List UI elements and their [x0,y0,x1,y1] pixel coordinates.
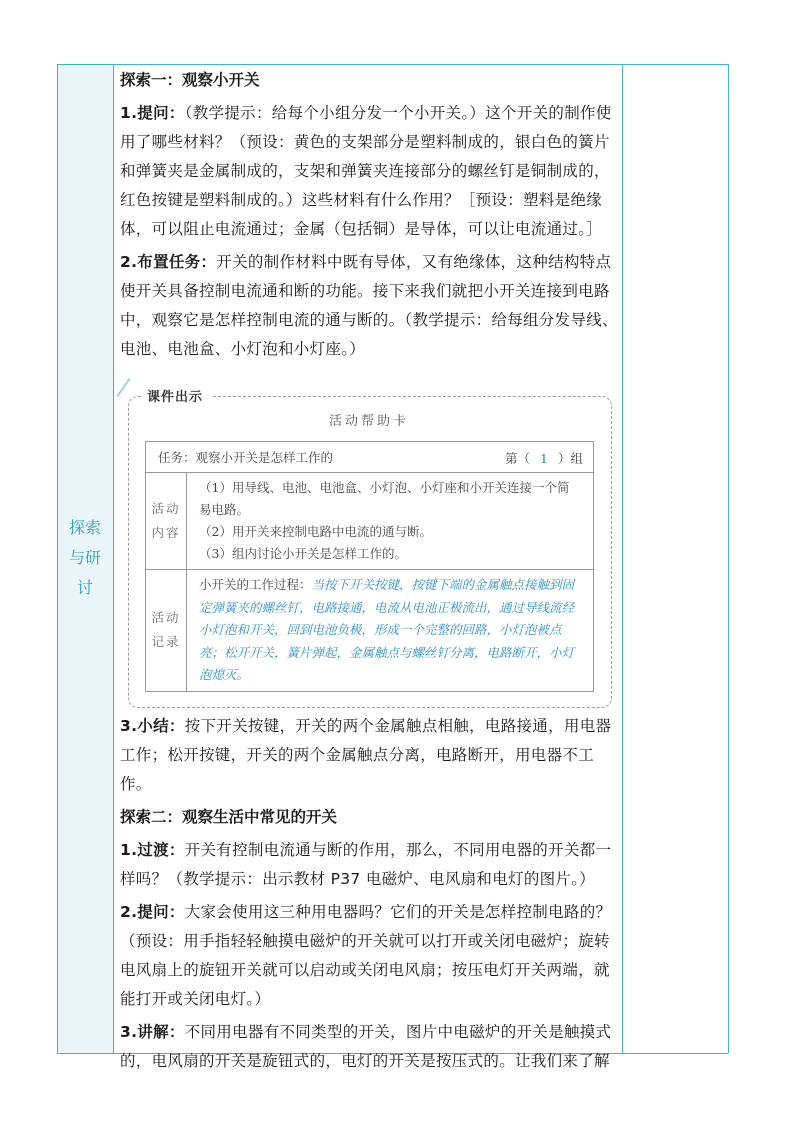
content-label: 活动内容 [151,501,181,540]
paragraph-label: 3.小结： [120,717,185,735]
section2-paragraph-2 [120,898,620,1014]
content-item-2: （2）用开关来控制电路中电流的通与断。 [199,524,432,539]
main-content-lower [120,712,620,1076]
section2-paragraph-1 [120,836,620,894]
content-item-3: （3）组内讨论小开关是怎样工作的。 [199,546,407,561]
main-content [120,66,620,364]
content-label-cell [146,473,187,570]
paragraph-text: 不同用电器有不同类型的开关，图片中电磁炉的开关是触摸式的，电风扇的开关是旋钮式的，电灯的开关是按压式的。让我们来了解 [120,1023,612,1070]
section2-paragraph-3 [120,1018,620,1076]
section1-paragraph-2 [120,248,620,364]
record-label: 活动记录 [151,610,181,650]
side-label [57,513,113,603]
section1-heading: 探索一：观察小开关 [120,71,260,89]
group-suffix: ）组 [557,451,583,466]
paragraph-label: 2.布置任务： [120,253,217,271]
paragraph-text: 大家会使用这三种用电器吗？它们的开关是怎样控制电路的？（预设：用手指轻轻触摸电磁炉的开关就可以打开或关闭电磁炉；旋转电风扇上的旋钮开关就可以启动或关闭电风扇；按压电灯开关两端，就能打开或关闭电灯。） [120,903,612,1008]
paragraph-text: 按下开关按键，开关的两个金属触点相触，电路接通，用电器工作；松开按键，开关的两个金属触点分离，电路断开，用电器不工作。 [120,717,612,793]
task-label: 任务： [158,450,196,465]
record-prefix: 小开关的工作过程： [199,577,312,592]
section1-paragraph-1 [120,99,620,244]
task-text: 观察小开关是怎样工作的 [195,450,334,465]
section1-paragraph-3 [120,712,620,799]
side-label-text: 探索与研讨 [68,518,101,597]
record-cell [187,570,594,692]
record-text: 当按下开关按键，按键下端的金属触点接触到固定弹簧夹的螺丝钉，电路接通，电流从电池正极流出，通过导线流经小灯泡和开关，回到电池负极，形成一个完整的回路，小灯泡被点亮；松开开关，簧片弹起，金属触点与螺丝钉分离，电路断开，小灯泡熄灭。 [199,577,575,682]
task-row [146,442,594,473]
task-cell [146,442,594,473]
paragraph-label: 1.提问： [120,104,185,122]
paragraph-label: 2.提问： [120,903,185,921]
table-right-border [728,64,729,1053]
group-num: 1 [540,451,548,466]
content-row [146,473,594,570]
courseware-tag: 课件出示 [141,386,211,405]
side-column-divider [113,64,114,1053]
group-prefix: 第（ [504,451,530,466]
record-row [146,570,594,692]
group-number [505,449,583,467]
paragraph-text: 开关的制作材料中既有导体，又有绝缘体，这种结构特点使开关具备控制电流通和断的功能。接下来我们就把小开关连接到电路中，观察它是怎样控制电流的通与断的。（教学提示：给每组分发导线、电池、电池盒、小灯泡和小灯座。） [120,253,618,358]
table-top-border [57,64,728,65]
paragraph-label: 3.讲解： [120,1023,185,1041]
activity-card-table [145,441,594,692]
paragraph-text: （教学提示：给每个小组分发一个小开关。）这个开关的制作使用了哪些材料？（预设：黄色的支架部分是塑料制成的，银白色的簧片和弹簧夹是金属制成的，支架和弹簧夹连接部分的螺丝钉是铜制成的，红色按键是塑料制成的。）这些材料有什么作用？［预设：塑料是绝缘体，可以阻止电流通过；金属（包括铜）是导体，可以让电流通过。］ [120,104,612,238]
record-label-cell [146,570,187,692]
content-item-1: （1）用导线、电池、电池盒、小灯泡、小灯座和小开关连接一个简易电路。 [199,480,570,517]
content-cell [187,473,594,570]
section2-heading: 探索二：观察生活中常见的开关 [120,808,338,826]
card-title: 活动帮助卡 [328,414,409,429]
paragraph-label: 1.过渡： [120,841,185,859]
notes-column-divider [622,64,623,1053]
paragraph-text: 开关有控制电流通与断的作用，那么，不同用电器的开关都一样吗？（教学提示：出示教材 P37 电磁炉、电风扇和电灯的图片。） [120,841,612,888]
